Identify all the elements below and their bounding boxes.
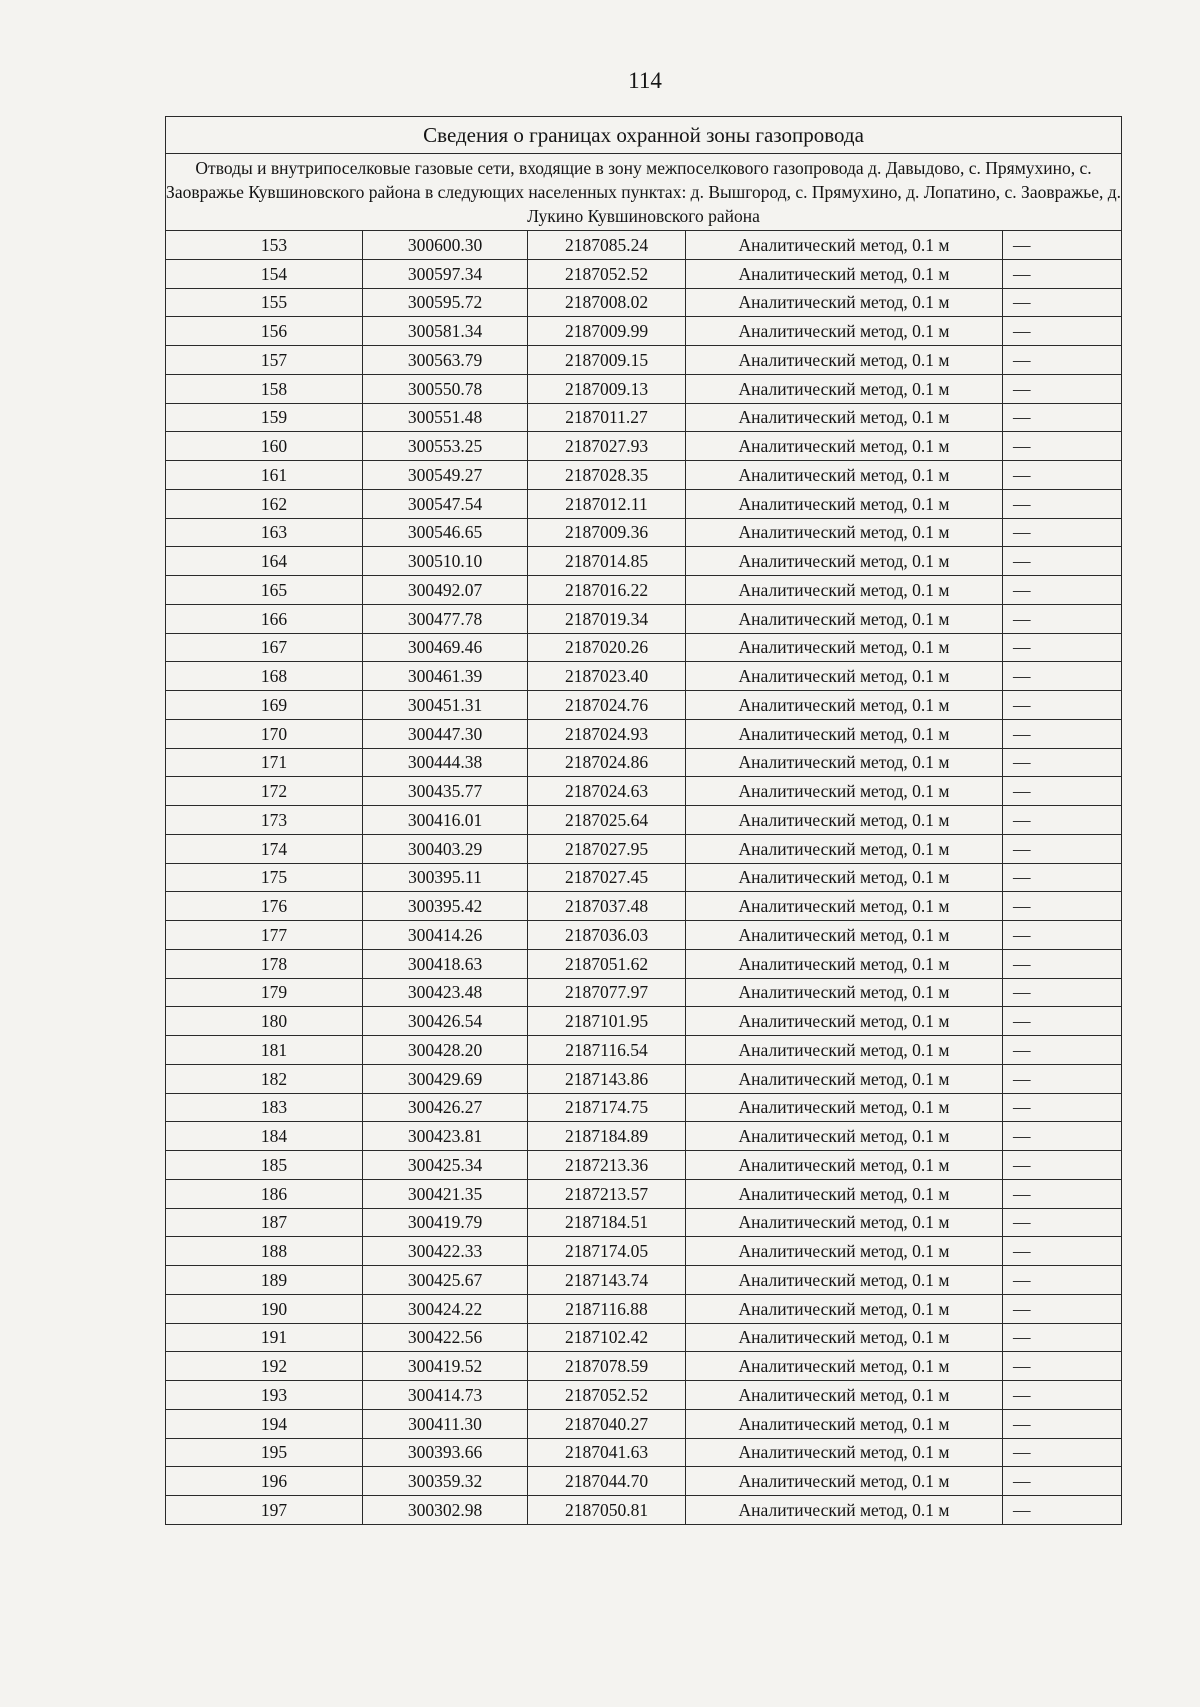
y-coordinate-cell: 2187027.93 [528, 432, 686, 461]
mark-cell: — [1003, 1208, 1122, 1237]
mark-cell: — [1003, 432, 1122, 461]
x-coordinate-cell: 300597.34 [363, 259, 528, 288]
table-row [166, 834, 1122, 863]
point-number-cell: 155 [166, 288, 363, 317]
table-row [166, 518, 1122, 547]
mark-cell: — [1003, 1438, 1122, 1467]
method-cell: Аналитический метод, 0.1 м [686, 231, 1003, 260]
table-row [166, 1179, 1122, 1208]
method-cell: Аналитический метод, 0.1 м [686, 346, 1003, 375]
method-cell: Аналитический метод, 0.1 м [686, 1438, 1003, 1467]
point-number-cell: 188 [166, 1237, 363, 1266]
table-row [166, 1122, 1122, 1151]
mark-cell: — [1003, 1093, 1122, 1122]
mark-cell: — [1003, 259, 1122, 288]
table-row [166, 892, 1122, 921]
y-coordinate-cell: 2187052.52 [528, 1381, 686, 1410]
point-number-cell: 183 [166, 1093, 363, 1122]
method-cell: Аналитический метод, 0.1 м [686, 259, 1003, 288]
x-coordinate-cell: 300550.78 [363, 374, 528, 403]
x-coordinate-cell: 300547.54 [363, 489, 528, 518]
x-coordinate-cell: 300510.10 [363, 547, 528, 576]
y-coordinate-cell: 2187085.24 [528, 231, 686, 260]
mark-cell: — [1003, 863, 1122, 892]
y-coordinate-cell: 2187213.36 [528, 1151, 686, 1180]
mark-cell: — [1003, 461, 1122, 490]
x-coordinate-cell: 300418.63 [363, 949, 528, 978]
x-coordinate-cell: 300461.39 [363, 662, 528, 691]
table-row [166, 317, 1122, 346]
y-coordinate-cell: 2187023.40 [528, 662, 686, 691]
method-cell: Аналитический метод, 0.1 м [686, 1496, 1003, 1525]
point-number-cell: 160 [166, 432, 363, 461]
x-coordinate-cell: 300425.67 [363, 1266, 528, 1295]
point-number-cell: 154 [166, 259, 363, 288]
mark-cell: — [1003, 777, 1122, 806]
point-number-cell: 171 [166, 748, 363, 777]
x-coordinate-cell: 300423.48 [363, 978, 528, 1007]
y-coordinate-cell: 2187024.86 [528, 748, 686, 777]
x-coordinate-cell: 300546.65 [363, 518, 528, 547]
x-coordinate-cell: 300416.01 [363, 806, 528, 835]
table-row [166, 1496, 1122, 1525]
mark-cell: — [1003, 1266, 1122, 1295]
x-coordinate-cell: 300395.42 [363, 892, 528, 921]
point-number-cell: 174 [166, 834, 363, 863]
mark-cell: — [1003, 1323, 1122, 1352]
x-coordinate-cell: 300414.26 [363, 921, 528, 950]
mark-cell: — [1003, 978, 1122, 1007]
y-coordinate-cell: 2187213.57 [528, 1179, 686, 1208]
method-cell: Аналитический метод, 0.1 м [686, 547, 1003, 576]
point-number-cell: 165 [166, 576, 363, 605]
table-row [166, 1323, 1122, 1352]
mark-cell: — [1003, 489, 1122, 518]
point-number-cell: 197 [166, 1496, 363, 1525]
x-coordinate-cell: 300421.35 [363, 1179, 528, 1208]
table-row [166, 1381, 1122, 1410]
y-coordinate-cell: 2187027.45 [528, 863, 686, 892]
method-cell: Аналитический метод, 0.1 м [686, 748, 1003, 777]
point-number-cell: 170 [166, 719, 363, 748]
x-coordinate-cell: 300477.78 [363, 604, 528, 633]
y-coordinate-cell: 2187052.52 [528, 259, 686, 288]
point-number-cell: 196 [166, 1467, 363, 1496]
y-coordinate-cell: 2187143.74 [528, 1266, 686, 1295]
mark-cell: — [1003, 288, 1122, 317]
y-coordinate-cell: 2187020.26 [528, 633, 686, 662]
method-cell: Аналитический метод, 0.1 м [686, 1208, 1003, 1237]
method-cell: Аналитический метод, 0.1 м [686, 403, 1003, 432]
mark-cell: — [1003, 346, 1122, 375]
mark-cell: — [1003, 403, 1122, 432]
y-coordinate-cell: 2187116.88 [528, 1294, 686, 1323]
x-coordinate-cell: 300444.38 [363, 748, 528, 777]
method-cell: Аналитический метод, 0.1 м [686, 1381, 1003, 1410]
table-row [166, 403, 1122, 432]
x-coordinate-cell: 300302.98 [363, 1496, 528, 1525]
boundary-table [165, 116, 1122, 1525]
method-cell: Аналитический метод, 0.1 м [686, 604, 1003, 633]
table-row [166, 691, 1122, 720]
table-row [166, 1208, 1122, 1237]
point-number-cell: 190 [166, 1294, 363, 1323]
table-row [166, 1438, 1122, 1467]
table-row [166, 748, 1122, 777]
x-coordinate-cell: 300425.34 [363, 1151, 528, 1180]
y-coordinate-cell: 2187009.13 [528, 374, 686, 403]
method-cell: Аналитический метод, 0.1 м [686, 978, 1003, 1007]
method-cell: Аналитический метод, 0.1 м [686, 719, 1003, 748]
point-number-cell: 173 [166, 806, 363, 835]
y-coordinate-cell: 2187014.85 [528, 547, 686, 576]
method-cell: Аналитический метод, 0.1 м [686, 461, 1003, 490]
method-cell: Аналитический метод, 0.1 м [686, 662, 1003, 691]
x-coordinate-cell: 300426.54 [363, 1007, 528, 1036]
method-cell: Аналитический метод, 0.1 м [686, 1266, 1003, 1295]
x-coordinate-cell: 300581.34 [363, 317, 528, 346]
method-cell: Аналитический метод, 0.1 м [686, 834, 1003, 863]
y-coordinate-cell: 2187078.59 [528, 1352, 686, 1381]
point-number-cell: 169 [166, 691, 363, 720]
x-coordinate-cell: 300595.72 [363, 288, 528, 317]
y-coordinate-cell: 2187040.27 [528, 1409, 686, 1438]
table-row [166, 1151, 1122, 1180]
mark-cell: — [1003, 1352, 1122, 1381]
table-row [166, 1409, 1122, 1438]
mark-cell: — [1003, 547, 1122, 576]
mark-cell: — [1003, 949, 1122, 978]
y-coordinate-cell: 2187044.70 [528, 1467, 686, 1496]
table-row [166, 1093, 1122, 1122]
point-number-cell: 156 [166, 317, 363, 346]
y-coordinate-cell: 2187174.05 [528, 1237, 686, 1266]
point-number-cell: 186 [166, 1179, 363, 1208]
table-row [166, 1266, 1122, 1295]
table-row [166, 1036, 1122, 1065]
mark-cell: — [1003, 1409, 1122, 1438]
point-number-cell: 159 [166, 403, 363, 432]
mark-cell: — [1003, 662, 1122, 691]
method-cell: Аналитический метод, 0.1 м [686, 1179, 1003, 1208]
method-cell: Аналитический метод, 0.1 м [686, 691, 1003, 720]
point-number-cell: 157 [166, 346, 363, 375]
x-coordinate-cell: 300419.79 [363, 1208, 528, 1237]
mark-cell: — [1003, 1496, 1122, 1525]
method-cell: Аналитический метод, 0.1 м [686, 921, 1003, 950]
y-coordinate-cell: 2187009.99 [528, 317, 686, 346]
method-cell: Аналитический метод, 0.1 м [686, 317, 1003, 346]
y-coordinate-cell: 2187184.51 [528, 1208, 686, 1237]
y-coordinate-cell: 2187041.63 [528, 1438, 686, 1467]
y-coordinate-cell: 2187036.03 [528, 921, 686, 950]
mark-cell: — [1003, 1007, 1122, 1036]
y-coordinate-cell: 2187102.42 [528, 1323, 686, 1352]
table-row [166, 863, 1122, 892]
y-coordinate-cell: 2187024.76 [528, 691, 686, 720]
point-number-cell: 176 [166, 892, 363, 921]
mark-cell: — [1003, 921, 1122, 950]
method-cell: Аналитический метод, 0.1 м [686, 777, 1003, 806]
mark-cell: — [1003, 691, 1122, 720]
y-coordinate-cell: 2187008.02 [528, 288, 686, 317]
mark-cell: — [1003, 1064, 1122, 1093]
point-number-cell: 185 [166, 1151, 363, 1180]
method-cell: Аналитический метод, 0.1 м [686, 1007, 1003, 1036]
method-cell: Аналитический метод, 0.1 м [686, 1409, 1003, 1438]
point-number-cell: 194 [166, 1409, 363, 1438]
table-row [166, 1007, 1122, 1036]
y-coordinate-cell: 2187012.11 [528, 489, 686, 518]
x-coordinate-cell: 300429.69 [363, 1064, 528, 1093]
point-number-cell: 192 [166, 1352, 363, 1381]
table-row [166, 978, 1122, 1007]
x-coordinate-cell: 300426.27 [363, 1093, 528, 1122]
mark-cell: — [1003, 719, 1122, 748]
table-row [166, 461, 1122, 490]
x-coordinate-cell: 300492.07 [363, 576, 528, 605]
x-coordinate-cell: 300435.77 [363, 777, 528, 806]
x-coordinate-cell: 300428.20 [363, 1036, 528, 1065]
mark-cell: — [1003, 374, 1122, 403]
x-coordinate-cell: 300553.25 [363, 432, 528, 461]
method-cell: Аналитический метод, 0.1 м [686, 374, 1003, 403]
point-number-cell: 172 [166, 777, 363, 806]
mark-cell: — [1003, 1151, 1122, 1180]
x-coordinate-cell: 300423.81 [363, 1122, 528, 1151]
y-coordinate-cell: 2187101.95 [528, 1007, 686, 1036]
mark-cell: — [1003, 1036, 1122, 1065]
table-row [166, 1064, 1122, 1093]
method-cell: Аналитический метод, 0.1 м [686, 518, 1003, 547]
x-coordinate-cell: 300549.27 [363, 461, 528, 490]
x-coordinate-cell: 300403.29 [363, 834, 528, 863]
point-number-cell: 163 [166, 518, 363, 547]
point-number-cell: 187 [166, 1208, 363, 1237]
table-title: Сведения о границах охранной зоны газопровода [166, 117, 1122, 154]
method-cell: Аналитический метод, 0.1 м [686, 633, 1003, 662]
method-cell: Аналитический метод, 0.1 м [686, 576, 1003, 605]
method-cell: Аналитический метод, 0.1 м [686, 806, 1003, 835]
method-cell: Аналитический метод, 0.1 м [686, 1294, 1003, 1323]
table-row [166, 374, 1122, 403]
mark-cell: — [1003, 1467, 1122, 1496]
mark-cell: — [1003, 806, 1122, 835]
x-coordinate-cell: 300447.30 [363, 719, 528, 748]
mark-cell: — [1003, 1122, 1122, 1151]
point-number-cell: 158 [166, 374, 363, 403]
mark-cell: — [1003, 576, 1122, 605]
table-row [166, 1294, 1122, 1323]
point-number-cell: 193 [166, 1381, 363, 1410]
y-coordinate-cell: 2187019.34 [528, 604, 686, 633]
table-row [166, 346, 1122, 375]
point-number-cell: 179 [166, 978, 363, 1007]
point-number-cell: 161 [166, 461, 363, 490]
y-coordinate-cell: 2187011.27 [528, 403, 686, 432]
y-coordinate-cell: 2187024.93 [528, 719, 686, 748]
x-coordinate-cell: 300395.11 [363, 863, 528, 892]
table-row [166, 949, 1122, 978]
table-row [166, 921, 1122, 950]
method-cell: Аналитический метод, 0.1 м [686, 863, 1003, 892]
y-coordinate-cell: 2187027.95 [528, 834, 686, 863]
mark-cell: — [1003, 633, 1122, 662]
table-row [166, 1467, 1122, 1496]
y-coordinate-cell: 2187037.48 [528, 892, 686, 921]
y-coordinate-cell: 2187077.97 [528, 978, 686, 1007]
table-row [166, 1237, 1122, 1266]
mark-cell: — [1003, 604, 1122, 633]
point-number-cell: 164 [166, 547, 363, 576]
point-number-cell: 182 [166, 1064, 363, 1093]
x-coordinate-cell: 300469.46 [363, 633, 528, 662]
mark-cell: — [1003, 892, 1122, 921]
table-row [166, 576, 1122, 605]
y-coordinate-cell: 2187025.64 [528, 806, 686, 835]
point-number-cell: 184 [166, 1122, 363, 1151]
method-cell: Аналитический метод, 0.1 м [686, 1093, 1003, 1122]
page-number: 114 [628, 68, 662, 93]
table-row [166, 806, 1122, 835]
x-coordinate-cell: 300600.30 [363, 231, 528, 260]
point-number-cell: 175 [166, 863, 363, 892]
mark-cell: — [1003, 834, 1122, 863]
x-coordinate-cell: 300424.22 [363, 1294, 528, 1323]
x-coordinate-cell: 300414.73 [363, 1381, 528, 1410]
point-number-cell: 177 [166, 921, 363, 950]
point-number-cell: 189 [166, 1266, 363, 1295]
point-number-cell: 180 [166, 1007, 363, 1036]
mark-cell: — [1003, 518, 1122, 547]
point-number-cell: 153 [166, 231, 363, 260]
x-coordinate-cell: 300393.66 [363, 1438, 528, 1467]
method-cell: Аналитический метод, 0.1 м [686, 892, 1003, 921]
point-number-cell: 167 [166, 633, 363, 662]
method-cell: Аналитический метод, 0.1 м [686, 1151, 1003, 1180]
table-row [166, 231, 1122, 260]
point-number-cell: 168 [166, 662, 363, 691]
table-row [166, 259, 1122, 288]
y-coordinate-cell: 2187174.75 [528, 1093, 686, 1122]
x-coordinate-cell: 300419.52 [363, 1352, 528, 1381]
mark-cell: — [1003, 1294, 1122, 1323]
mark-cell: — [1003, 1381, 1122, 1410]
x-coordinate-cell: 300551.48 [363, 403, 528, 432]
x-coordinate-cell: 300422.56 [363, 1323, 528, 1352]
point-number-cell: 178 [166, 949, 363, 978]
method-cell: Аналитический метод, 0.1 м [686, 1467, 1003, 1496]
point-number-cell: 191 [166, 1323, 363, 1352]
method-cell: Аналитический метод, 0.1 м [686, 1237, 1003, 1266]
y-coordinate-cell: 2187050.81 [528, 1496, 686, 1525]
y-coordinate-cell: 2187024.63 [528, 777, 686, 806]
table-row [166, 547, 1122, 576]
table-row [166, 432, 1122, 461]
point-number-cell: 195 [166, 1438, 363, 1467]
mark-cell: — [1003, 317, 1122, 346]
y-coordinate-cell: 2187009.36 [528, 518, 686, 547]
method-cell: Аналитический метод, 0.1 м [686, 1064, 1003, 1093]
method-cell: Аналитический метод, 0.1 м [686, 432, 1003, 461]
table-subtitle: Отводы и внутрипоселковые газовые сети, входящие в зону межпоселкового газопровода д. Давыдово, с. Прямухино, с. Заовражье Кувшиновского района в следующих населенных пунктах: д. Вышгород, с. Прямухино, д. Лопатино, с. Заовражье, д. Лукино Кувшиновского района [166, 154, 1122, 231]
table-row [166, 662, 1122, 691]
mark-cell: — [1003, 1237, 1122, 1266]
table-row [166, 1352, 1122, 1381]
method-cell: Аналитический метод, 0.1 м [686, 489, 1003, 518]
table-row [166, 604, 1122, 633]
y-coordinate-cell: 2187009.15 [528, 346, 686, 375]
x-coordinate-cell: 300563.79 [363, 346, 528, 375]
point-number-cell: 162 [166, 489, 363, 518]
table-body [166, 231, 1122, 1525]
x-coordinate-cell: 300422.33 [363, 1237, 528, 1266]
method-cell: Аналитический метод, 0.1 м [686, 1122, 1003, 1151]
y-coordinate-cell: 2187116.54 [528, 1036, 686, 1065]
y-coordinate-cell: 2187184.89 [528, 1122, 686, 1151]
method-cell: Аналитический метод, 0.1 м [686, 1323, 1003, 1352]
y-coordinate-cell: 2187028.35 [528, 461, 686, 490]
point-number-cell: 166 [166, 604, 363, 633]
point-number-cell: 181 [166, 1036, 363, 1065]
method-cell: Аналитический метод, 0.1 м [686, 288, 1003, 317]
table-row [166, 777, 1122, 806]
mark-cell: — [1003, 231, 1122, 260]
x-coordinate-cell: 300359.32 [363, 1467, 528, 1496]
table-row [166, 719, 1122, 748]
mark-cell: — [1003, 748, 1122, 777]
table-row [166, 489, 1122, 518]
table-row [166, 288, 1122, 317]
x-coordinate-cell: 300411.30 [363, 1409, 528, 1438]
method-cell: Аналитический метод, 0.1 м [686, 1352, 1003, 1381]
method-cell: Аналитический метод, 0.1 м [686, 1036, 1003, 1065]
y-coordinate-cell: 2187016.22 [528, 576, 686, 605]
y-coordinate-cell: 2187051.62 [528, 949, 686, 978]
x-coordinate-cell: 300451.31 [363, 691, 528, 720]
mark-cell: — [1003, 1179, 1122, 1208]
y-coordinate-cell: 2187143.86 [528, 1064, 686, 1093]
method-cell: Аналитический метод, 0.1 м [686, 949, 1003, 978]
table-row [166, 633, 1122, 662]
